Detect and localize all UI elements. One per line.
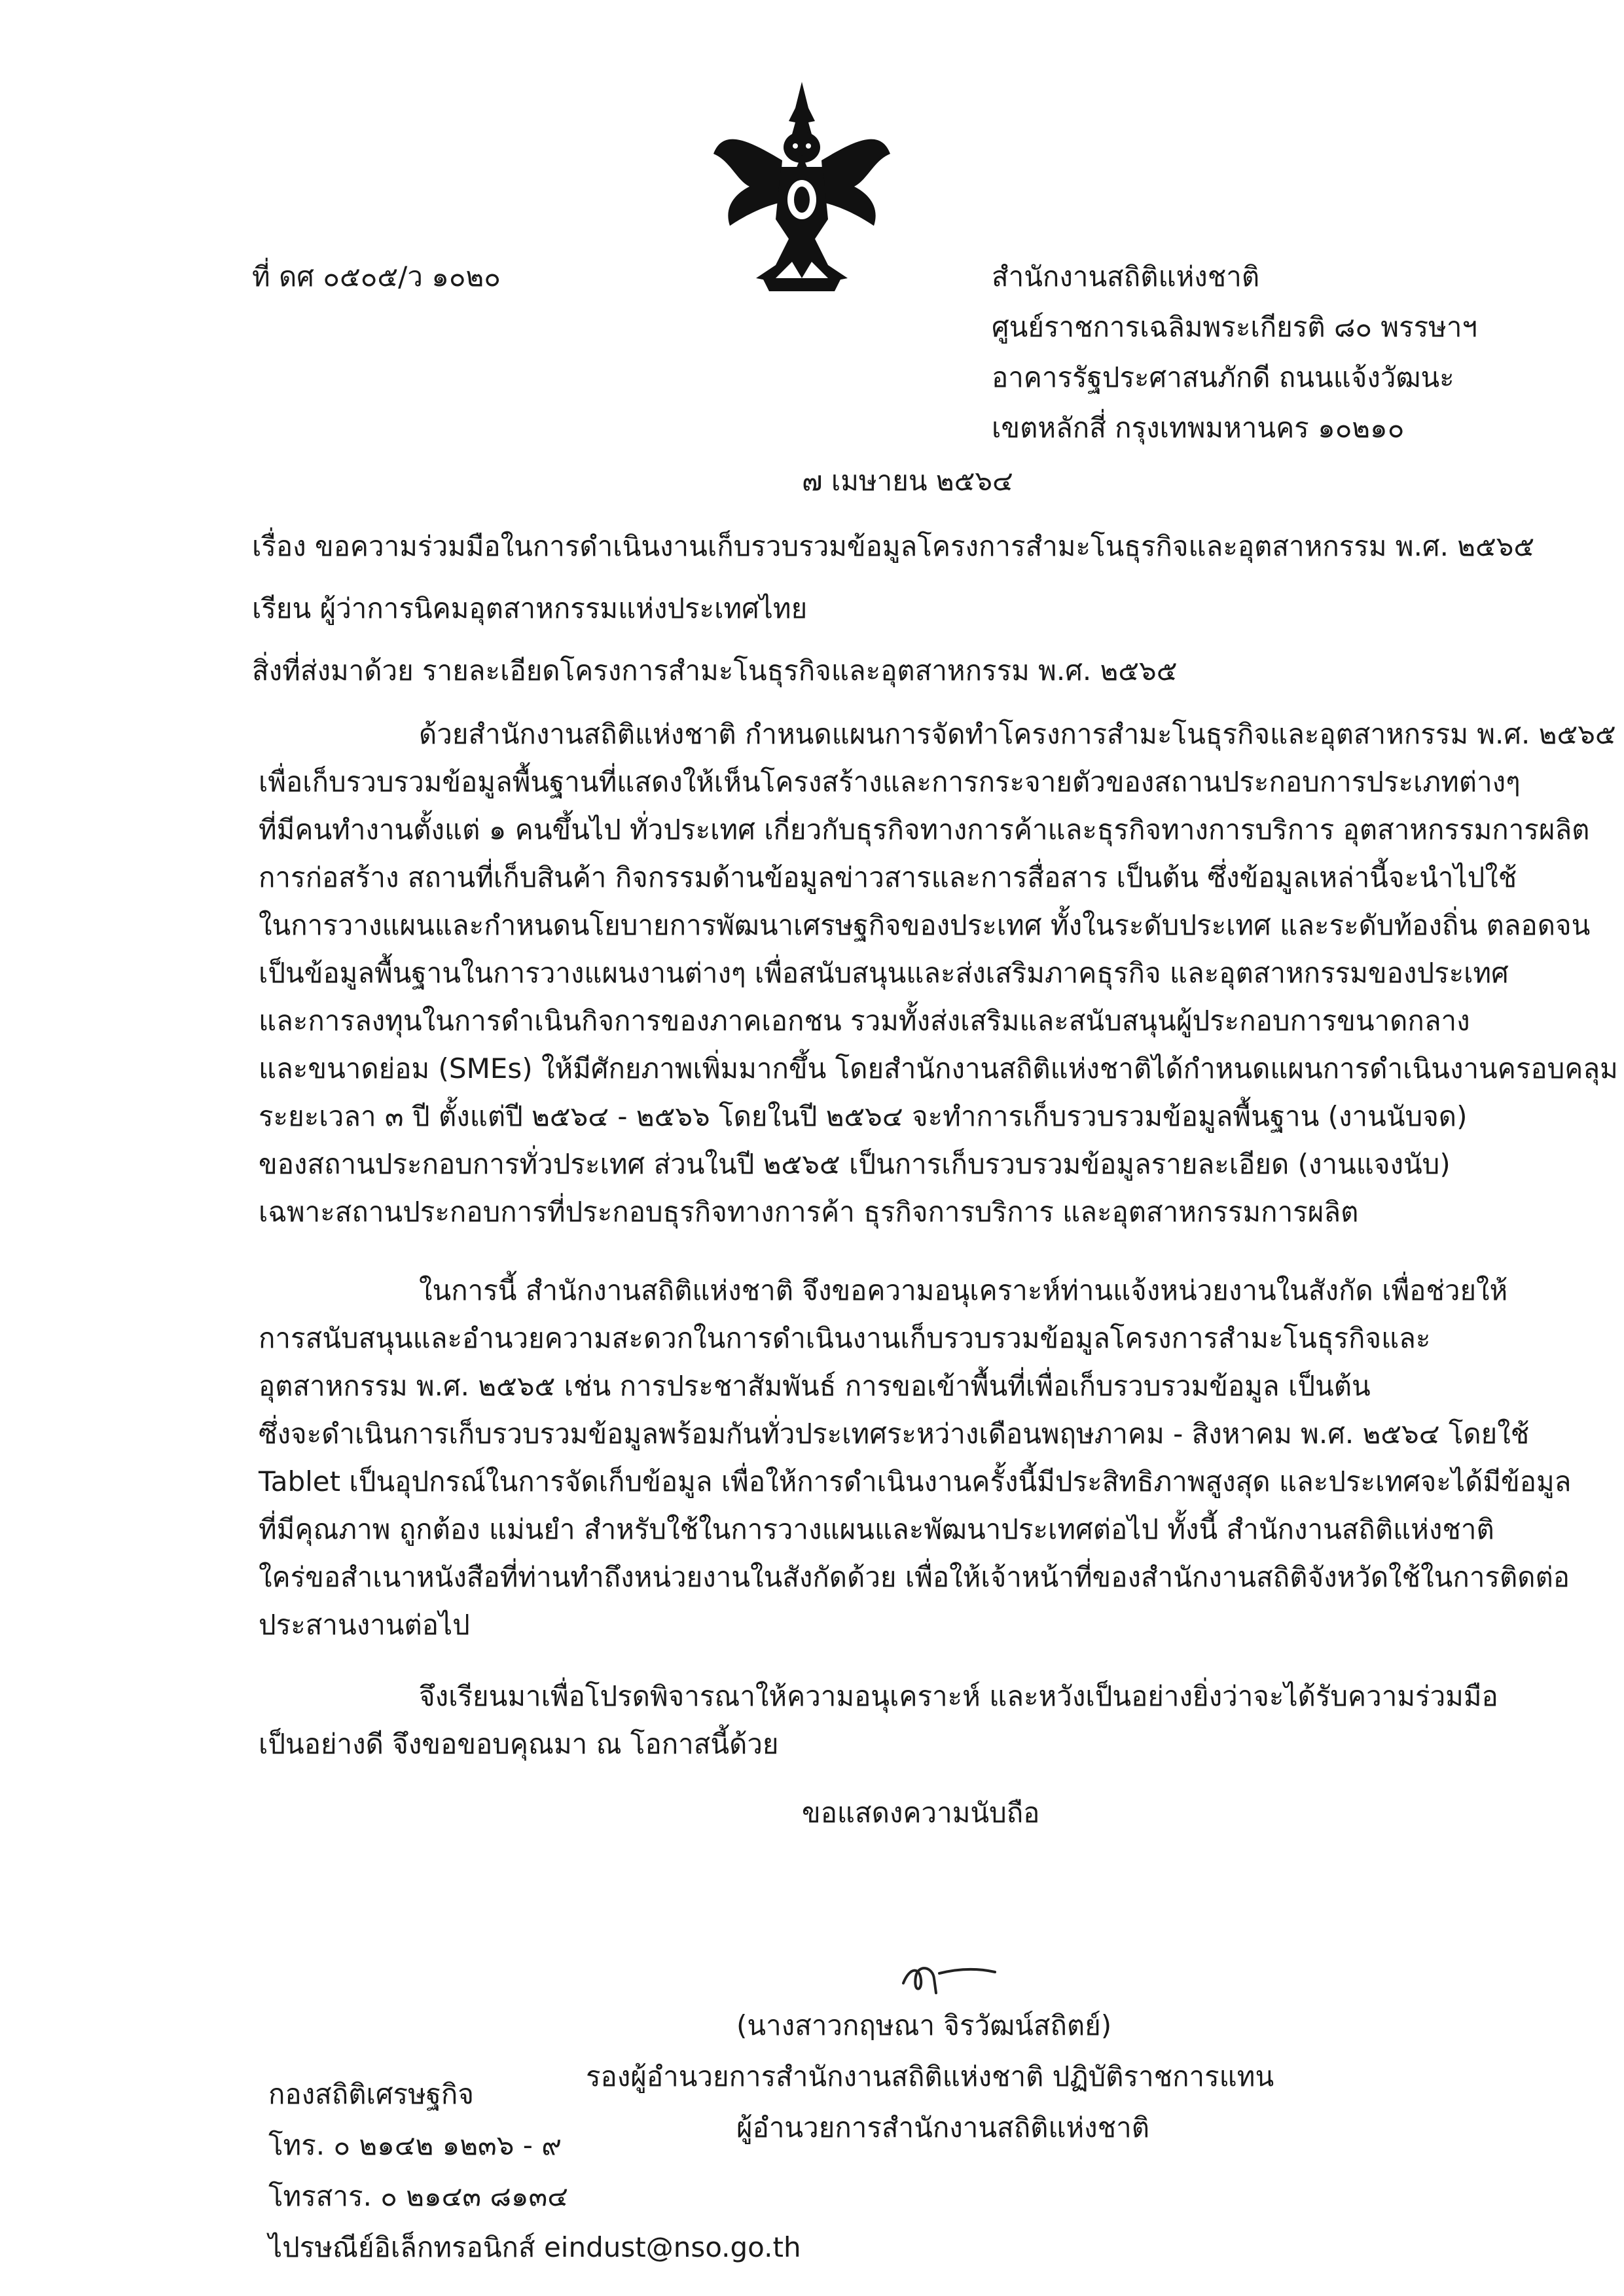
division-name: กองสถิติเศรษฐกิจ <box>268 2078 474 2110</box>
email-address[interactable]: ไปรษณีย์อิเล็กทรอนิกส์ eindust@nso.go.th <box>268 2231 801 2263</box>
paragraph-line: เฉพาะสถานประกอบการที่ประกอบธุรกิจทางการค้า ธุรกิจการบริการ และอุตสาหกรรมการผลิต <box>259 1196 1359 1228</box>
org-address-line-3: อาคารรัฐประศาสนภักดี ถนนแจ้งวัฒนะ <box>992 361 1454 393</box>
org-address-line-4: เขตหลักสี่ กรุงเทพมหานคร ๑๐๒๑๐ <box>992 412 1405 444</box>
handwritten-signature-icon <box>900 1954 998 2000</box>
paragraph-line: ใคร่ขอสำเนาหนังสือที่ท่านทำถึงหน่วยงานในสังกัดด้วย เพื่อให้เจ้าหน้าที่ของสำนักงานสถิติจังหวัดใช้ในการติดต่อ <box>259 1561 1570 1593</box>
subject-line: เรื่อง ขอความร่วมมือในการดำเนินงานเก็บรวบรวมข้อมูลโครงการสำมะโนธุรกิจและอุตสาหกรรม พ.ศ. ๒๕๖๕ <box>252 530 1535 562</box>
paragraph-line: ประสานงานต่อไป <box>259 1609 470 1641</box>
recipient-line: เรียน ผู้ว่าการนิคมอุตสาหกรรมแห่งประเทศไทย <box>252 592 808 624</box>
paragraph-line: เพื่อเก็บรวบรวมข้อมูลพื้นฐานที่แสดงให้เห็นโครงสร้างและการกระจายตัวของสถานประกอบการประเภทต่างๆ <box>259 766 1521 798</box>
paragraph-line: เป็นข้อมูลพื้นฐานในการวางแผนงานต่างๆ เพื่อสนับสนุนและส่งเสริมภาคธุรกิจ และอุตสาหกรรมของประเทศ <box>259 957 1509 989</box>
paragraph-line: ของสถานประกอบการทั่วประเทศ ส่วนในปี ๒๕๖๕ เป็นการเก็บรวบรวมข้อมูลรายละเอียด (งานแจงนับ) <box>259 1148 1451 1180</box>
paragraph-line: ในการนี้ สำนักงานสถิติแห่งชาติ จึงขอความอนุเคราะห์ท่านแจ้งหน่วยงานในสังกัด เพื่อช่วยให้ <box>419 1274 1508 1306</box>
paragraph-line: อุตสาหกรรม พ.ศ. ๒๕๖๕ เช่น การประชาสัมพันธ์ การขอเข้าพื้นที่เพื่อเก็บรวบรวมข้อมูล เป็นต้น <box>259 1370 1371 1402</box>
paragraph-line: เป็นอย่างดี จึงขอขอบคุณมา ณ โอกาสนี้ด้วย <box>259 1728 779 1760</box>
enclosure-line: สิ่งที่ส่งมาด้วย รายละเอียดโครงการสำมะโนธุรกิจและอุตสาหกรรม พ.ศ. ๒๕๖๕ <box>252 655 1178 687</box>
reference-number: ที่ ดศ ๐๕๐๕/ว ๑๐๒๐ <box>252 260 501 293</box>
phone-number: โทร. ๐ ๒๑๔๒ ๑๒๓๖ - ๙ <box>268 2129 562 2161</box>
paragraph-line: การสนับสนุนและอำนวยความสะดวกในการดำเนินงานเก็บรวบรวมข้อมูลโครงการสำมะโนธุรกิจและ <box>259 1322 1431 1354</box>
paragraph-line: ระยะเวลา ๓ ปี ตั้งแต่ปี ๒๕๖๔ - ๒๕๖๖ โดยในปี ๒๕๖๔ จะทำการเก็บรวบรวมข้อมูลพื้นฐาน (งานนับจด) <box>259 1100 1468 1132</box>
body-paragraph-2 <box>259 1266 1572 1649</box>
fax-number: โทรสาร. ๐ ๒๑๔๓ ๘๑๓๔ <box>268 2180 569 2212</box>
paragraph-line: จึงเรียนมาเพื่อโปรดพิจารณาให้ความอนุเคราะห์ และหวังเป็นอย่างยิ่งว่าจะได้รับความร่วมมือ <box>419 1680 1498 1712</box>
letter-date: ๗ เมษายน ๒๕๖๔ <box>802 465 1013 497</box>
garuda-emblem-icon <box>710 82 893 291</box>
paragraph-line: ซึ่งจะดำเนินการเก็บรวบรวมข้อมูลพร้อมกันทั่วประเทศระหว่างเดือนพฤษภาคม - สิงหาคม พ.ศ. ๒๕๖๔ โดยใช้ <box>259 1418 1530 1450</box>
org-address-line-2: ศูนย์ราชการเฉลิมพระเกียรติ ๘๐ พรรษาฯ <box>992 311 1478 343</box>
signer-title-line-1: รองผู้อำนวยการสำนักงานสถิติแห่งชาติ ปฏิบัติราชการแทน <box>586 2060 1274 2092</box>
paragraph-line: และขนาดย่อม (SMEs) ให้มีศักยภาพเพิ่มมากขึ้น โดยสำนักงานสถิติแห่งชาติได้กำหนดแผนการดำเนินงานครอบคลุม <box>259 1052 1618 1085</box>
body-paragraph-3 <box>259 1672 1498 1768</box>
paragraph-line: ที่มีคนทำงานตั้งแต่ ๑ คนขึ้นไป ทั่วประเทศ เกี่ยวกับธุรกิจทางการค้าและธุรกิจทางการบริการ อุตสาหกรรมการผลิต <box>259 814 1590 846</box>
signer-name: (นางสาวกฤษณา จิรวัฒน์สถิตย์) <box>736 2009 1112 2041</box>
paragraph-line: ที่มีคุณภาพ ถูกต้อง แม่นยำ สำหรับใช้ในการวางแผนและพัฒนาประเทศต่อไป ทั้งนี้ สำนักงานสถิติแห่งชาติ <box>259 1513 1494 1545</box>
signer-title-line-2: ผู้อำนวยการสำนักงานสถิติแห่งชาติ <box>736 2111 1150 2144</box>
org-address-line-1: สำนักงานสถิติแห่งชาติ <box>992 260 1260 293</box>
paragraph-line: และการลงทุนในการดำเนินกิจการของภาคเอกชน รวมทั้งส่งเสริมและสนับสนุนผู้ประกอบการขนาดกลาง <box>259 1005 1470 1037</box>
closing-salutation: ขอแสดงความนับถือ <box>802 1797 1040 1829</box>
paragraph-line: การก่อสร้าง สถานที่เก็บสินค้า กิจกรรมด้านข้อมูลข่าวสารและการสื่อสาร เป็นต้น ซึ่งข้อมูลเหล่านี้จะนำไปใช้ <box>259 861 1517 893</box>
paragraph-line: ด้วยสำนักงานสถิติแห่งชาติ กำหนดแผนการจัดทำโครงการสำมะโนธุรกิจและอุตสาหกรรม พ.ศ. ๒๕๖๕ <box>419 718 1616 750</box>
body-paragraph-1 <box>259 710 1618 1236</box>
paragraph-line: Tablet เป็นอุปกรณ์ในการจัดเก็บข้อมูล เพื่อให้การดำเนินงานครั้งนี้มีประสิทธิภาพสูงสุด และประเทศจะได้มีข้อมูล <box>259 1465 1572 1498</box>
paragraph-line: ในการวางแผนและกำหนดนโยบายการพัฒนาเศรษฐกิจของประเทศ ทั้งในระดับประเทศ และระดับท้องถิ่น ตลอดจน <box>259 909 1591 941</box>
